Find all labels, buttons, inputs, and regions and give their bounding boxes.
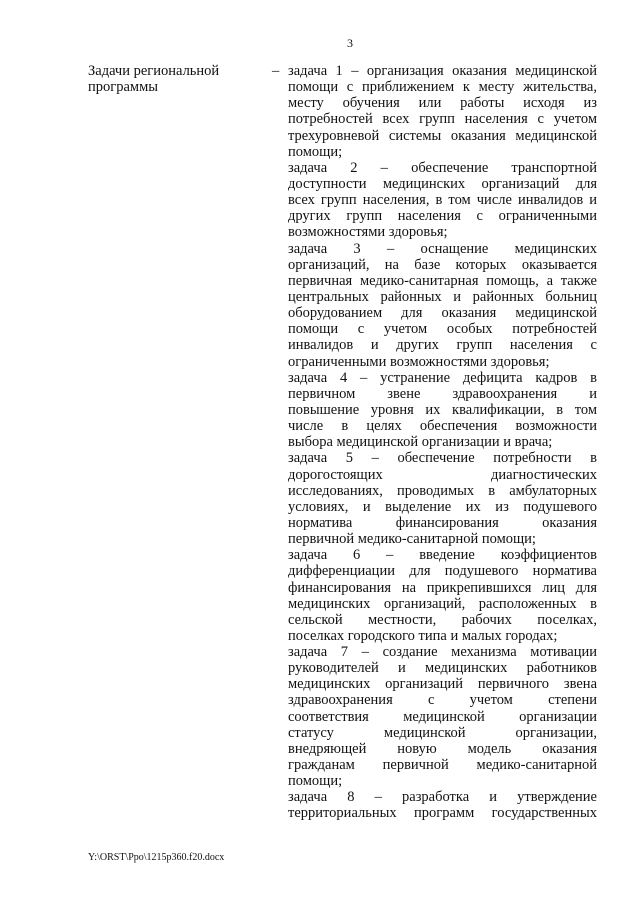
task-paragraph — [288, 789, 597, 821]
task-line: норматива финансирования оказания — [288, 514, 597, 531]
task-line: числе в целях обеспечения возможности — [288, 418, 597, 435]
task-paragraph — [288, 450, 597, 547]
file-path-footer: Y:\ORST\Ppo\1215p360.f20.docx — [88, 852, 225, 863]
task-line: поселках городского типа и малых городах; — [288, 627, 558, 644]
task-line: ограниченными возможностями здоровья; — [288, 353, 550, 370]
task-line: гражданам первичной медико-санитарной — [288, 757, 597, 774]
task-paragraph — [288, 547, 597, 644]
task-line: всех групп населения, в том числе инвалидов и — [288, 192, 597, 209]
task-paragraph — [288, 241, 597, 370]
task-line: задача 8 – разработка и утверждение — [288, 789, 597, 806]
task-paragraph — [288, 160, 597, 241]
task-line: здравоохранения с учетом степени — [288, 692, 597, 709]
task-line: возможностями здоровья; — [288, 224, 448, 241]
task-line: внедряющей новую модель оказания — [288, 740, 597, 757]
task-line: задача 2 – обеспечение транспортной — [288, 159, 597, 176]
task-line: дорогостоящих диагностических — [288, 466, 597, 483]
task-line: соответствия медицинской организации — [288, 708, 597, 725]
task-line: территориальных программ государственных — [288, 805, 597, 822]
task-line: руководителей и медицинских работников — [288, 660, 597, 677]
task-paragraph — [288, 644, 597, 789]
tasks-list — [288, 63, 597, 822]
task-line: потребностей всех групп населения с учетом — [288, 111, 597, 128]
task-line: трехуровневой системы оказания медицинской — [288, 127, 597, 144]
task-line: дифференциации для подушевого норматива — [288, 563, 597, 580]
task-line: статусу медицинской организации, — [288, 724, 597, 741]
task-line: повышение уровня их квалификации, в том — [288, 401, 597, 418]
task-line: задача 7 – создание механизма мотивации — [288, 644, 597, 661]
task-line: задача 4 – устранение дефицита кадров в — [288, 369, 597, 386]
task-line: задача 3 – оснащение медицинских — [288, 240, 597, 257]
task-line: первичная медико-санитарная помощь, а также — [288, 272, 597, 289]
task-line: условиях, и выделение их из подушевого — [288, 498, 597, 515]
dash-separator: – — [272, 63, 280, 79]
task-line: задача 6 – введение коэффициентов — [288, 547, 597, 564]
task-line: помощи с приближением к месту жительства, — [288, 79, 597, 96]
task-line: задача 1 – организация оказания медицинской — [288, 63, 597, 79]
task-line: сельской местности, рабочих поселках, — [288, 611, 597, 628]
task-paragraph — [288, 63, 597, 160]
task-line: исследованиях, проводимых в амбулаторных — [288, 482, 597, 499]
task-line: медицинских организаций, расположенных в — [288, 595, 597, 612]
task-line: центральных районных и районных больниц — [288, 288, 597, 305]
section-label-line: Задачи региональной — [88, 63, 220, 79]
section-label — [88, 63, 268, 95]
task-line: организаций, на базе которых оказывается — [288, 256, 597, 273]
task-line: первичном звене здравоохранения и — [288, 385, 597, 402]
task-line: доступности медицинских организаций для — [288, 175, 597, 192]
task-line: месту обучения или работы исходя из — [288, 95, 597, 112]
task-line: оборудованием для оказания медицинской — [288, 305, 597, 322]
section-label-line: программы — [88, 79, 158, 96]
task-line: помощи с учетом особых потребностей — [288, 321, 597, 338]
task-line: других групп населения с ограниченными — [288, 208, 597, 225]
page-number: 3 — [347, 36, 353, 50]
task-line: помощи; — [288, 773, 343, 790]
task-line: инвалидов и других групп населения с — [288, 337, 597, 354]
task-line: задача 5 – обеспечение потребности в — [288, 450, 597, 467]
task-line: финансирования на прикрепившихся лиц для — [288, 579, 597, 596]
task-paragraph — [288, 370, 597, 451]
task-line: медицинских организаций первичного звена — [288, 676, 597, 693]
task-line: помощи; — [288, 143, 343, 160]
task-line: выбора медицинской организации и врача; — [288, 434, 553, 451]
task-line: первичной медико-санитарной помощи; — [288, 531, 536, 548]
